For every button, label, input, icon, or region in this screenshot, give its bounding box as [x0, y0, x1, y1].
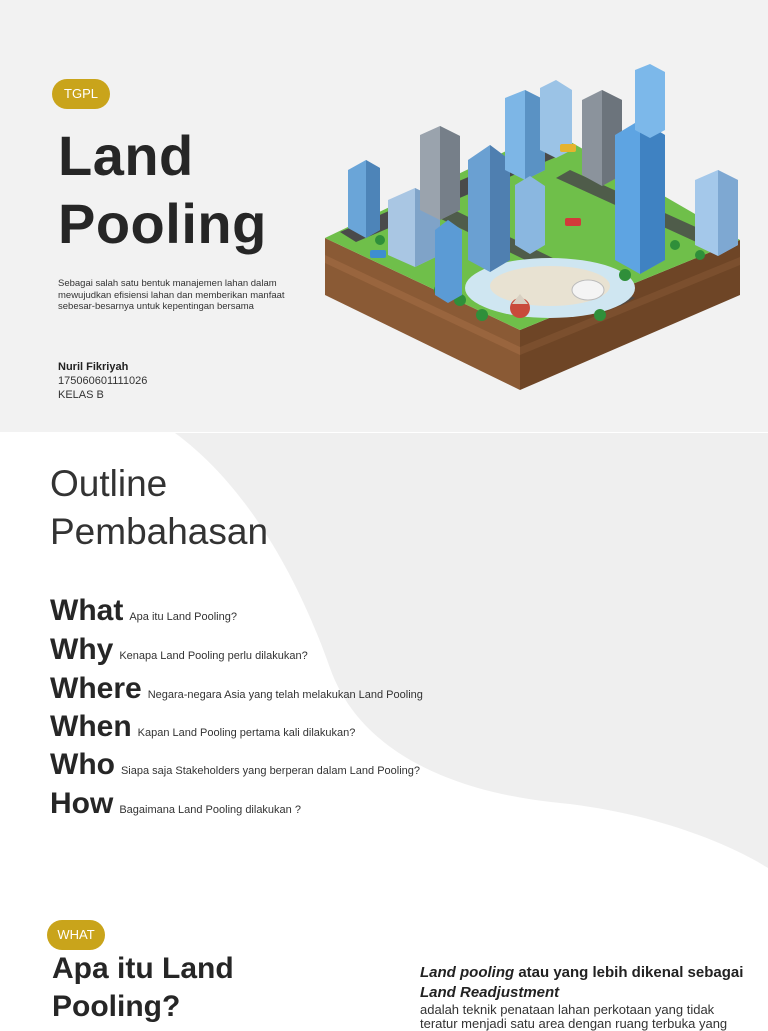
- definition-body: adalah teknik penataan lahan perkotaan yang tidak teratur menjadi satu area dengan ruang terbuka yang: [420, 1002, 728, 1031]
- outline-keyword: When: [50, 710, 132, 743]
- outline-keyword: Where: [50, 672, 142, 705]
- outline-question: Kenapa Land Pooling perlu dilakukan?: [119, 650, 308, 662]
- author-block: [58, 360, 147, 402]
- what-slide-title: [52, 950, 234, 1026]
- term: Land pooling: [420, 964, 515, 981]
- what-title-line-2: Pooling?: [52, 990, 181, 1023]
- title-slide: [0, 0, 768, 432]
- outline-item-what: [50, 594, 237, 628]
- outline-item-why: [50, 633, 308, 667]
- outline-question: Kapan Land Pooling pertama kali dilakukan?: [137, 727, 356, 739]
- outline-item-how: [50, 787, 301, 821]
- student-id: 175060601111026: [58, 375, 148, 387]
- outline-question: Apa itu Land Pooling?: [129, 611, 237, 623]
- outline-title: [50, 460, 268, 556]
- outline-keyword: How: [50, 787, 114, 820]
- author-name: Nuril Fikriyah: [58, 361, 129, 373]
- outline-question: Negara-negara Asia yang telah melakukan Land Pooling: [147, 689, 423, 701]
- outline-title-line-2: Pembahasan: [50, 511, 269, 552]
- title-line-2: Pooling: [58, 192, 267, 255]
- course-badge: TGPL: [52, 79, 110, 109]
- outline-item-where: [50, 672, 423, 706]
- class-label: KELAS B: [58, 389, 104, 401]
- outline-slide: [0, 433, 768, 888]
- outline-keyword: What: [50, 594, 124, 627]
- definition-text: [420, 963, 750, 1031]
- outline-title-line-1: Outline: [50, 463, 168, 504]
- title-line-1: Land: [58, 124, 194, 187]
- isometric-city-icon: [320, 60, 750, 400]
- alias: Land Readjustment: [420, 984, 560, 1001]
- term-connector: atau yang lebih dikenal sebagai: [514, 964, 744, 981]
- outline-question: Bagaimana Land Pooling dilakukan ?: [119, 804, 301, 816]
- what-title-line-1: Apa itu Land: [52, 952, 234, 985]
- outline-keyword: Who: [50, 748, 115, 781]
- section-badge: WHAT: [47, 920, 105, 950]
- outline-item-who: [50, 748, 420, 782]
- slide-title: [58, 122, 267, 258]
- outline-keyword: Why: [50, 633, 114, 666]
- outline-item-when: [50, 710, 355, 744]
- outline-question: Siapa saja Stakeholders yang berperan dalam Land Pooling?: [120, 765, 421, 777]
- slide-description: Sebagai salah satu bentuk manajemen lahan dalam mewujudkan efisiensi lahan dan memberikan manfaat sebesar-besarnya untuk kepentingan bersama: [58, 278, 285, 312]
